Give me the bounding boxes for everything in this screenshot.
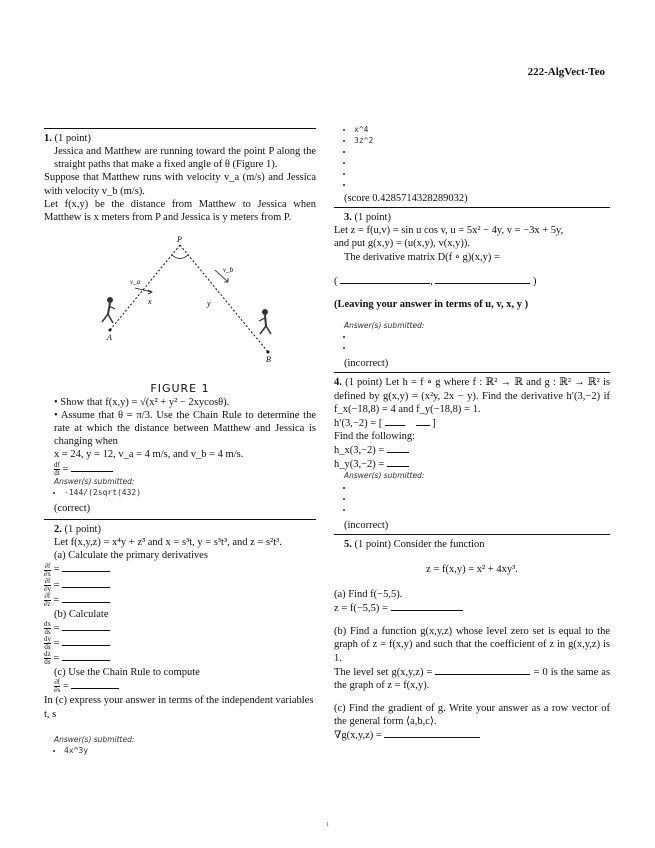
submitted-answer: • 4x^3y	[64, 746, 316, 756]
answer-blank[interactable]	[416, 416, 430, 426]
document-code: 222-AlgVect-Teo	[527, 66, 605, 78]
problem-text: Let f(x,y,z) = x⁴y + z³ and x = s³t, y = s³t³, and z = s²t³.	[54, 537, 282, 549]
submitted-answer	[354, 147, 610, 157]
note-text: In (c) express your answer in terms of the independent variables t, s	[44, 695, 314, 720]
problem-points: (1 point)	[354, 212, 391, 224]
answer-list	[334, 125, 610, 190]
problem-2: 2. (1 point) Let f(x,y,z) = x⁴y + z³ and x = s³t, y = s³t³, and z = s²t³. (a) Calculate the primary derivatives $\frac{\partial f}{\partial x}$ = $\frac{\partial f}{\partial y}$ = $\frac{\partial f}{\partial z}$ = (b) Calculate $\frac{dx}{ds}$ = $\frac{dy}{ds}$ = $\frac{dz}{ds}$ = (c) Use the Chain Rule to compute $\frac{\partial f}{\partial s}$ = In (c) express your answer in terms of the independent variables t, s Answer(s) submitted: • 4x^3y	[44, 519, 316, 756]
derivative-label: h′(3,−2) = [	[334, 417, 383, 429]
instruction-text: (Leaving your answer in terms of u, v, x, y )	[334, 298, 529, 310]
problem-text: Find the following:	[334, 430, 416, 442]
status-text: (incorrect)	[344, 358, 389, 370]
problem-number: 2.	[54, 524, 62, 536]
right-column	[334, 124, 610, 742]
answer-blank[interactable]	[340, 274, 430, 284]
answer-list	[44, 488, 316, 498]
problem-points: (1 point)	[64, 524, 101, 536]
submitted-answer	[354, 169, 610, 179]
status-text: (correct)	[54, 502, 91, 514]
answer-blank[interactable]	[435, 274, 530, 284]
runner-icon	[102, 297, 115, 323]
answer-blank[interactable]	[385, 416, 405, 426]
submitted-label: Answer(s) submitted:	[54, 734, 135, 744]
problem-text: Let f(x,y) be the distance from Matthew to Jessica when Matthew is x meters from P and Jessica is y meters from P.	[44, 198, 316, 223]
problem-text: Jessica and Matthew are running toward the point P along the straight paths that make a fixed angle of θ (Figure 1).	[54, 146, 316, 171]
answer-list	[334, 483, 610, 515]
submitted-answer	[354, 180, 610, 190]
formula: z = f(x,y) = x² + 4xy³.	[426, 563, 518, 575]
part-label: (a) Find f(−5,5).	[334, 589, 403, 600]
answer-blank[interactable]	[62, 621, 110, 631]
answer-blank[interactable]	[435, 665, 530, 675]
problem-1: 1. (1 point) Jessica and Matthew are running toward the point P along the straight paths that make a fixed angle of θ (Figure 1). Suppose that Matthew runs with velocity v_a (m/s) and Jessica with velocity v_b (m/s). Let f(x,y) be the distance from Matthew to Jessica when Matthew is x meters from P and Jessica is y meters from P. P A B x y v_a v_b FIGURE 1 • Show that f(x,y) = √(x² + y² − 2xycosθ). • Assume that θ = π/3. Use the Chain Rule to determine the rate at which the distance between Matthew and Jessica is changing when x = 24, y = 12, v_a = 4 m/s, and v_b = 4 m/s. $\frac{df}{dt}$ = Answer(s) submitted: • -144/(2sqrt(432) (correct)	[44, 128, 316, 515]
problem-points: (1 point)	[54, 133, 91, 144]
submitted-answer	[354, 332, 610, 342]
answer-blank[interactable]	[384, 728, 480, 738]
runner-icon	[259, 309, 271, 334]
submitted-answer	[354, 494, 610, 504]
fig-label-b: B	[266, 354, 271, 364]
submitted-answer	[354, 483, 610, 493]
answer-blank[interactable]	[391, 601, 463, 611]
figure-diagram	[80, 230, 280, 380]
part-label: (b) Find a function g(x,y,z) whose level zero set is equal to the graph of z = f(x,y) and such that the coefficient of z in g(x,y,z) is 1.	[334, 626, 610, 664]
answer-blank[interactable]	[71, 679, 119, 689]
fig-label-x: x	[148, 296, 152, 306]
answer-blank[interactable]	[387, 457, 409, 467]
page-number: 1	[326, 822, 329, 828]
part-label: (b) Calculate	[54, 608, 109, 620]
figure-caption: FIGURE 1	[150, 382, 210, 395]
submitted-answer	[354, 158, 610, 168]
problem-number: 5.	[344, 538, 352, 550]
left-column	[44, 128, 316, 758]
problem-number: 1.	[44, 133, 52, 144]
problem-number: 3.	[344, 212, 352, 224]
problem-text: Let h = f ∘ g where f : ℝ² → ℝ and g : ℝ² → ℝ² is defined by g(x,y) = (x²y, 2x − y). Find the derivative h′(3,−2) if f_x(−18,8) = 4 and f_y(−18,8) = 1.	[334, 377, 611, 415]
condition-text: x = 24, y = 12, v_a = 4 m/s, and v_b = 4 m/s.	[54, 449, 244, 461]
problem-points: (1 point)	[354, 538, 391, 550]
answer-blank[interactable]	[62, 578, 110, 588]
problem-text: Suppose that Matthew runs with velocity v_a (m/s) and Jessica with velocity v_b (m/s).	[44, 172, 316, 197]
score-text: (score 0.4285714328289032)	[344, 193, 468, 204]
problem-text: Let z = f(u,v) = sin u cos v, u = 5x² − 4y, v = −3x + 5y,	[334, 225, 564, 237]
answer-blank[interactable]	[62, 593, 110, 603]
bullet-text: • Assume that θ = π/3. Use the Chain Rule to determine the rate at which the distance between Matthew and Jessica is changing when	[54, 410, 316, 448]
submitted-answer: • 3z^2	[354, 136, 610, 146]
problem-4: 4. (1 point) Let h = f ∘ g where f : ℝ² → ℝ and g : ℝ² → ℝ² is defined by g(x,y) = (x²y, 2x − y). Find the derivative h′(3,−2) if f_x(−18,8) = 4 and f_y(−18,8) = 1. h′(3,−2) = [ ] Find the following: h_x(3,−2) = h_y(3,−2) = Answer(s) submitted: • • • (incorrect)	[334, 372, 610, 531]
part-label: (a) Calculate the primary derivatives	[54, 550, 208, 562]
answer-blank[interactable]	[71, 462, 113, 472]
fig-label-y: y	[207, 298, 211, 308]
derivative-fraction: $\frac{df}{dt}$	[54, 460, 60, 477]
part-label: (c) Find the gradient of g. Write your answer as a row vector of the general form ⟨a,b,c⟩.	[334, 702, 610, 727]
submitted-answer: • -144/(2sqrt(432)	[64, 488, 316, 498]
problem-number: 4.	[334, 377, 342, 389]
problem-3: 3. (1 point) Let z = f(u,v) = sin u cos v, u = 5x² − 4y, v = −3x + 5y, and put g(x,y) = (u(x,y), v(x,y)). The derivative matrix D(f ∘ g)(x,y) = ( , ) (Leaving your answer in terms of u, v, x, y ) Answer(s) submitted: • • (incorrect)	[334, 207, 610, 370]
problem-text: and put g(x,y) = (u(x,y), v(x,y)).	[334, 238, 470, 250]
problem-points: (1 point)	[345, 377, 383, 389]
fig-label-vb: v_b	[223, 265, 234, 274]
fig-label-a: A	[107, 332, 112, 342]
answer-list	[334, 332, 610, 353]
submitted-answer	[354, 343, 610, 353]
answer-blank[interactable]	[62, 562, 110, 572]
answer-list	[44, 746, 316, 756]
submitted-label: Answer(s) submitted:	[344, 471, 425, 481]
answer-blank[interactable]	[387, 443, 409, 453]
submitted-label: Answer(s) submitted:	[54, 476, 135, 486]
problem-5: 5. (1 point) Consider the function z = f(x,y) = x² + 4xy³. (a) Find f(−5,5). z = f(−5,5) = (b) Find a function g(x,y,z) whose level zero set is equal to the graph of z = f(x,y) and such that the coefficient of z in g(x,y,z) is 1. The level set g(x,y,z) = = 0 is the same as the graph of z = f(x,y). (c) Find the gradient of g. Write your answer as a row vector of the general form ⟨a,b,c⟩. ∇g(x,y,z) =	[334, 534, 610, 743]
problem-text: The derivative matrix D(f ∘ g)(x,y) =	[344, 251, 500, 263]
problem-text: Consider the function	[393, 538, 485, 550]
status-text: (incorrect)	[344, 519, 389, 531]
answer-blank[interactable]	[62, 636, 110, 646]
submitted-answer	[354, 505, 610, 515]
fig-label-va: v_a	[130, 277, 141, 286]
part-label: (c) Use the Chain Rule to compute	[54, 667, 200, 679]
submitted-answer: • x^4	[354, 125, 610, 135]
answer-blank[interactable]	[62, 651, 110, 661]
figure-1	[80, 230, 280, 395]
submitted-label: Answer(s) submitted:	[344, 320, 425, 330]
bullet-text: • Show that f(x,y) = √(x² + y² − 2xycosθ).	[54, 396, 230, 408]
fig-label-p: P	[177, 234, 182, 244]
